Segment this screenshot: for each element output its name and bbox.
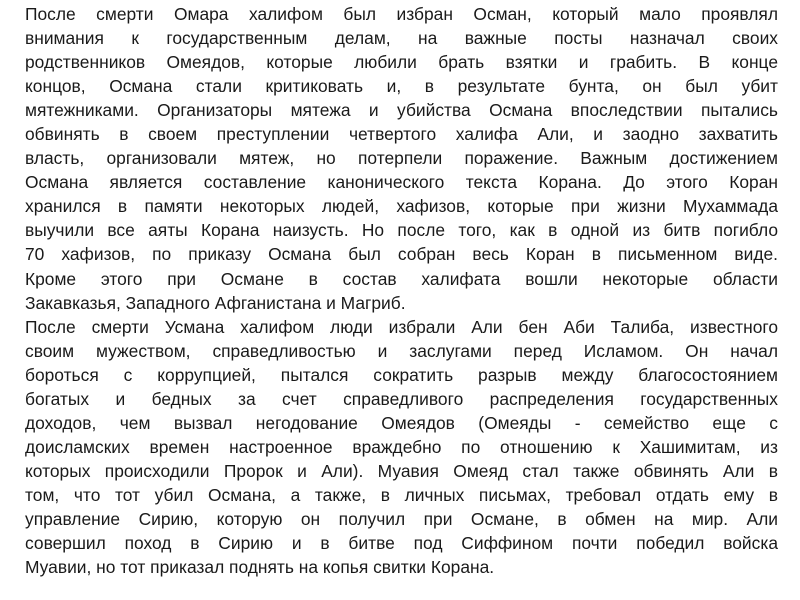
- text-line: Муавии, но тот приказал поднять на копья свитки Корана.: [25, 557, 495, 578]
- text-line: которых происходили Пророк и Али). Муавия Омеяд стал также обвинять Али в: [25, 460, 778, 481]
- text-line: богатых и бедных за счет справедливого распределения государственных: [25, 388, 778, 409]
- text-line: родственников Омеядов, которые любили брать взятки и грабить. В конце: [25, 52, 778, 73]
- text-line: выучили все аяты Корана наизусть. Но после того, как в одной из битв погибло: [25, 220, 778, 241]
- text-line: хранился в памяти некоторых людей, хафизов, которые при жизни Мухаммада: [25, 196, 778, 217]
- paragraph-ali: [25, 315, 778, 580]
- text-line: доходов, чем вызвал негодование Омеядов (Омеяды - семейство еще с: [25, 412, 778, 433]
- text-line: том, что тот убил Османа, а также, в личных письмах, требовал отдать ему в: [25, 484, 778, 505]
- text-line: После смерти Омара халифом был избран Осман, который мало проявлял: [25, 4, 778, 24]
- text-line: внимания к государственным делам, на важные посты назначал своих: [25, 28, 778, 49]
- text-line: власть, организовали мятеж, но потерпели поражение. Важным достижением: [25, 148, 778, 169]
- text-line: 70 хафизов, по приказу Османа был собран весь Коран в письменном виде.: [25, 244, 778, 265]
- text-line: После смерти Усмана халифом люди избрали Али бен Аби Талиба, известного: [25, 316, 778, 337]
- text-line: управление Сирию, которую он получил при Османе, в обмен на мир. Али: [25, 508, 778, 529]
- text-line: бороться с коррупцией, пытался сократить разрыв между благосостоянием: [25, 364, 778, 385]
- text-line: Закавказья, Западного Афганистана и Магриб.: [25, 292, 406, 313]
- document-text: [25, 2, 778, 579]
- paragraph-osman: [25, 2, 778, 315]
- text-line: совершил поход в Сирию и в битве под Сиффином почти победил войска: [25, 533, 778, 554]
- text-line: Османа является составление канонического текста Корана. До этого Коран: [25, 172, 778, 193]
- text-line: своим мужеством, справедливостью и заслугами перед Исламом. Он начал: [25, 340, 778, 361]
- text-line: обвинять в своем преступлении четвертого халифа Али, и заодно захватить: [25, 124, 778, 145]
- text-line: доисламских времен настроенное враждебно по отношению к Хашимитам, из: [25, 436, 778, 457]
- text-line: концов, Османа стали критиковать и, в результате бунта, он был убит: [25, 76, 778, 97]
- text-line: Кроме этого при Османе в состав халифата вошли некоторые области: [25, 268, 778, 289]
- text-line: мятежниками. Организаторы мятежа и убийства Османа впоследствии пытались: [25, 100, 778, 121]
